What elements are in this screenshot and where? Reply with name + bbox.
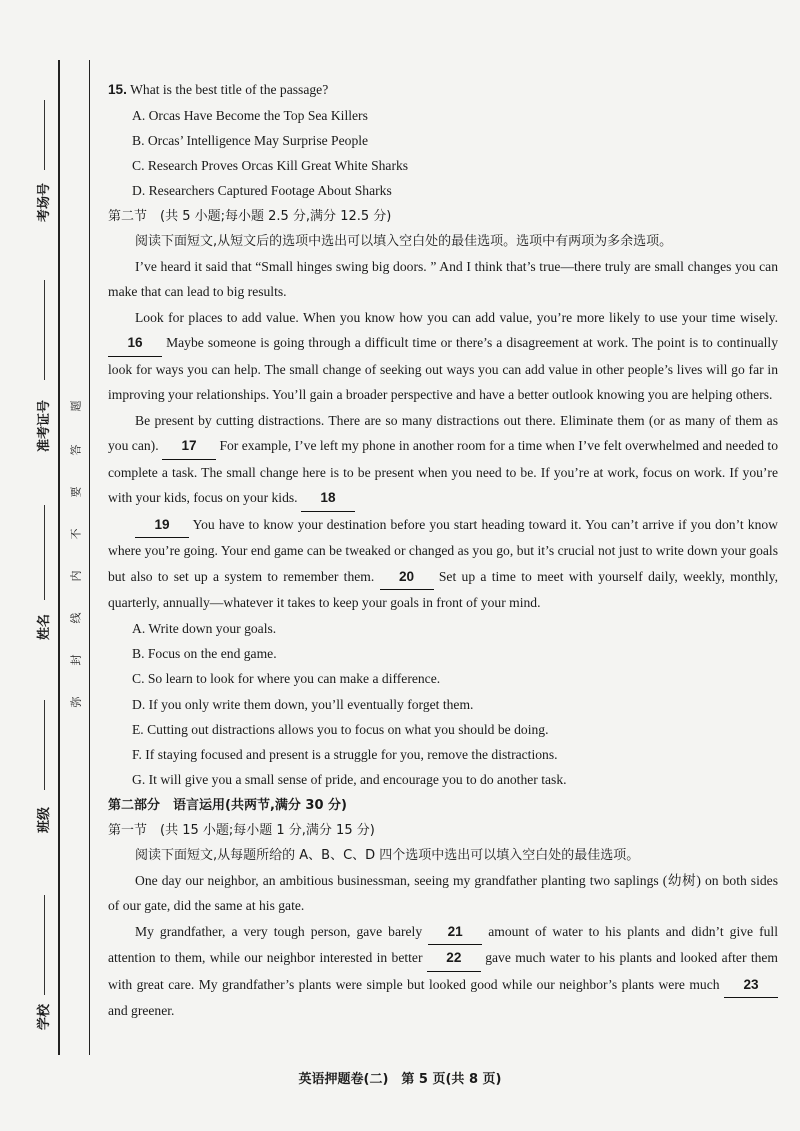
- passage-paragraph: One day our neighbor, an ambitious businessman, seeing my grandfather planting two saplings (幼树) on both sides of our gate, did the same at his gate.: [108, 872, 778, 914]
- blank-18: 18: [301, 485, 355, 512]
- ticket-no-line: [44, 280, 45, 380]
- page-footer: 英语押题卷(二) 第 5 页(共 8 页): [298, 1072, 502, 1087]
- passage-paragraph: [108, 512, 778, 616]
- paragraph-text: For example, I’ve left my phone in another room for a time when I’ve felt overwhelmed and needed to complete a task. The small change here is to be present when you need to be. If you’re at work, focus on work. If you’re with your kids, focus on your kids.: [108, 438, 778, 506]
- class-line: [44, 700, 45, 790]
- q15-option-a: A. Orcas Have Become the Top Sea Killers: [132, 107, 368, 123]
- paragraph-text: Look for places to add value. When you know how you can add value, you’re more likely to use your time wisely.: [135, 309, 778, 325]
- paragraph-text: Set up a time to meet with yourself daily, weekly, monthly, quarterly, annually—whatever it takes to keep your goals in front of your mind.: [108, 568, 778, 611]
- paragraph-text: and greener.: [108, 1003, 175, 1019]
- blank-17: 17: [162, 433, 216, 460]
- seal-char: 不: [69, 528, 83, 540]
- option-c: C. So learn to look for where you can make a difference.: [132, 671, 441, 687]
- binding-line-outer: [58, 60, 60, 1055]
- binding-line-inner: [89, 60, 90, 1055]
- question-15: [108, 77, 778, 103]
- class-label: 班级: [37, 806, 52, 833]
- passage-paragraph: [108, 919, 778, 1024]
- passage-paragraph: [108, 408, 778, 512]
- option-f: F. If staying focused and present is a struggle for you, remove the distractions.: [132, 747, 558, 763]
- section-heading: 第一节 (共 15 小题;每小题 1 分,满分 15 分): [108, 822, 375, 838]
- seal-char: 线: [69, 612, 83, 624]
- page-content: [108, 77, 778, 1024]
- question-number: 15.: [108, 82, 127, 97]
- paragraph-text: My grandfather, a very tough person, gave barely: [135, 923, 423, 939]
- blank-16: 16: [108, 330, 162, 357]
- option-a: A. Write down your goals.: [132, 620, 277, 636]
- section-instruction: 阅读下面短文,从短文后的选项中选出可以填入空白处的最佳选项。选项中有两项为多余选项。: [135, 233, 673, 249]
- blank-20: 20: [380, 564, 434, 591]
- seal-char: 封: [69, 654, 83, 666]
- option-b: B. Focus on the end game.: [132, 645, 277, 661]
- passage-paragraph: I’ve heard it said that “Small hinges swing big doors. ” And I think that’s true—there truly are small changes you can make that can lead to big results.: [108, 258, 778, 300]
- blank-21: 21: [428, 919, 482, 946]
- option-d: D. If you only write them down, you’ll eventually forget them.: [132, 696, 474, 712]
- q15-option-d: D. Researchers Captured Footage About Sharks: [132, 183, 392, 199]
- exam-room-label: 考场号: [37, 182, 52, 222]
- blank-19: 19: [135, 512, 189, 539]
- option-e: E. Cutting out distractions allows you to focus on what you should be doing.: [132, 721, 549, 737]
- blank-23: 23: [724, 972, 778, 999]
- option-g: G. It will give you a small sense of pride, and encourage you to do another task.: [132, 772, 567, 788]
- school-line: [44, 895, 45, 995]
- question-text: What is the best title of the passage?: [130, 82, 329, 97]
- ticket-no-label: 准考证号: [37, 399, 52, 452]
- name-line: [44, 505, 45, 600]
- seal-char: 答: [69, 444, 83, 456]
- part-heading: 第二部分 语言运用(共两节,满分 30 分): [108, 797, 347, 813]
- q15-option-b: B. Orcas’ Intelligence May Surprise People: [132, 132, 369, 148]
- blank-22: 22: [427, 945, 481, 972]
- school-label: 学校: [37, 1003, 52, 1030]
- seal-char: 要: [69, 486, 83, 498]
- paragraph-text: Maybe someone is going through a difficult time or there’s a disagreement at work. The point is to continually look for ways you can help. The small change of seeking out ways you can add value in other people’s lives will go far in improving your relationships. You’ll gain a broader perspective and have a better outlook knowing you are helping others.: [108, 335, 778, 403]
- q15-option-c: C. Research Proves Orcas Kill Great White Sharks: [132, 158, 409, 174]
- section-instruction: 阅读下面短文,从每题所给的 A、B、C、D 四个选项中选出可以填入空白处的最佳选项。: [135, 847, 640, 863]
- paragraph-text: gave much water to his plants and looked after them with great care. My grandfather’s plants were simple but looked good while our neighbor’s plants were much: [108, 950, 778, 992]
- exam-room-line: [44, 100, 45, 170]
- seal-char: 题: [69, 400, 83, 412]
- seal-char: 弥: [69, 696, 83, 708]
- seal-char: 内: [69, 570, 83, 582]
- paragraph-text: amount of water to his plants and didn’t give full attention to them, while our neighbor interested in better: [108, 923, 778, 966]
- paragraph-text: You have to know your destination before you start heading toward it. You can’t arrive if you don’t know where you’re going. Your end game can be tweaked or changed as you go, but it’s crucial not just to write down your goals but also to set up a system to remember them.: [108, 516, 778, 584]
- passage-paragraph: [108, 305, 778, 408]
- section-heading: 第二节 (共 5 小题;每小题 2.5 分,满分 12.5 分): [108, 208, 392, 224]
- name-label: 姓名: [37, 613, 52, 640]
- paragraph-text: Be present by cutting distractions. There are so many distractions out there. Eliminate them (or as many of them as you can).: [108, 412, 778, 454]
